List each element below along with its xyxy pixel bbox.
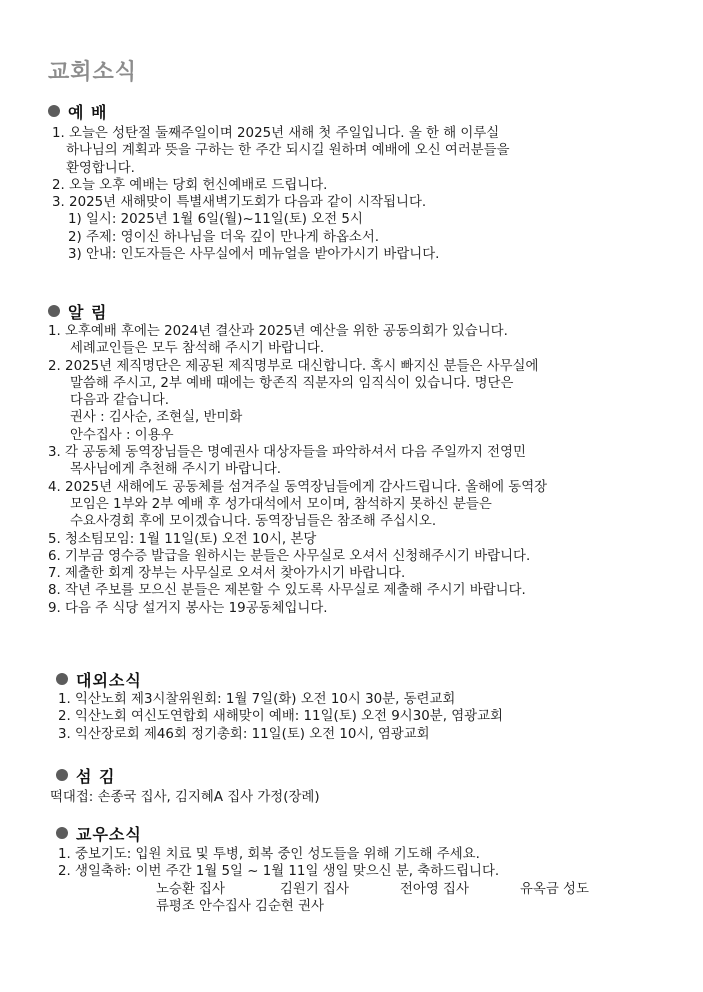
- list-item: 1. 익산노회 제3시찰위원회: 1월 7일(화) 오전 10시 30분, 동련교회: [58, 692, 456, 707]
- notices-list: [48, 323, 547, 617]
- list-item-cont: 목사님에게 추천해 주시기 바랍니다.: [70, 462, 282, 478]
- service-header: [56, 763, 696, 787]
- members-header: [56, 821, 696, 845]
- service-text: 떡대접: 손종국 집사, 김지혜A 집사 가정(장례): [50, 790, 320, 805]
- members-list: [58, 846, 589, 915]
- service-section: [50, 763, 696, 805]
- list-item: 3. 2025년 새해맞이 특별새벽기도회가 다음과 같이 시작됩니다.: [52, 195, 427, 211]
- list-item-cont: 하나님의 계획과 뜻을 구하는 한 주간 되시길 원하며 예배에 오신 여러분들을: [66, 143, 510, 159]
- list-item: 6. 기부금 영수증 발급을 원하시는 분들은 사무실로 오셔서 신청해주시기 바랍니다.: [48, 548, 531, 564]
- notices-title: 알 림: [68, 302, 108, 322]
- birthday-names-row: [58, 881, 589, 898]
- birthday-names-row: 류평조 안수집사 김순현 권사: [156, 898, 324, 914]
- bullet-icon: [56, 827, 68, 839]
- page-title: 교회소식: [48, 60, 138, 85]
- list-item: 9. 다음 주 식당 설거지 봉사는 19공동체입니다.: [48, 600, 328, 616]
- worship-section: [48, 99, 688, 263]
- list-item: 4. 2025년 새해에도 공동체를 섬겨주실 동역장님들에게 감사드립니다. 올해에 동역장: [48, 479, 548, 495]
- list-item: 2. 오늘 오후 예배는 당회 헌신예배로 드립니다.: [52, 177, 328, 193]
- external-list: [58, 691, 503, 743]
- list-item: 8. 작년 주보를 모으신 분들은 제본할 수 있도록 사무실로 제출해 주시기 바랍니다.: [48, 583, 526, 599]
- bullet-icon: [56, 769, 68, 781]
- list-item: 1. 오늘은 성탄절 둘째주일이며 2025년 새해 첫 주일입니다. 올 한 해 이루실: [52, 126, 500, 141]
- notices-section: [48, 299, 688, 616]
- external-header: [56, 667, 696, 691]
- external-section: [56, 667, 696, 742]
- bullet-icon: [48, 305, 60, 317]
- worship-list: [52, 125, 510, 263]
- list-item: 3. 익산장로회 제46회 정기총회: 11일(토) 오전 10시, 염광교회: [58, 726, 430, 742]
- birthday-name: 김원기 집사: [280, 881, 349, 897]
- list-item: 3. 각 공동체 동역장님들은 명예권사 대상자들을 파악하셔서 다음 주일까지 전영민: [48, 445, 526, 461]
- list-item: 7. 제출한 회계 장부는 사무실로 오셔서 찾아가시기 바랍니다.: [48, 566, 406, 582]
- list-item-cont: 환영합니다.: [66, 160, 135, 176]
- sub-item: 3) 안내: 인도자들은 사무실에서 메뉴얼을 받아가시기 바랍니다.: [68, 247, 440, 263]
- list-item-cont: 안수집사 : 이용우: [70, 427, 174, 443]
- notices-header: [48, 299, 688, 323]
- birthday-name: 유옥금 성도: [520, 881, 589, 897]
- bullet-icon: [48, 105, 60, 117]
- sub-item: 2) 주제: 영이신 하나님을 더욱 깊이 만나게 하옵소서.: [68, 229, 380, 245]
- list-item-cont: 권사 : 김사순, 조현실, 반미화: [70, 410, 243, 426]
- external-title: 대외소식: [76, 670, 142, 690]
- list-item-cont: 다음과 같습니다.: [70, 393, 170, 409]
- list-item-cont: 세례교인들은 모두 참석해 주시기 바랍니다.: [70, 341, 325, 357]
- list-item: 2. 2025년 제직명단은 제공된 제직명부로 대신합니다. 혹시 빠지신 분들은 사무실에: [48, 358, 539, 374]
- list-item-cont: 수요사경회 후에 모이겠습니다. 동역장님들은 참조해 주십시오.: [70, 514, 437, 530]
- worship-header: [48, 99, 688, 123]
- members-section: [56, 821, 696, 914]
- list-item-cont: 모임은 1부와 2부 예배 후 성가대석에서 모이며, 참석하지 못하신 분들은: [70, 496, 492, 512]
- service-title: 섬 김: [76, 766, 116, 786]
- list-item: 5. 청소팀모임: 1월 11일(토) 오전 10시, 본당: [48, 531, 317, 547]
- birthday-name: 노승환 집사: [156, 881, 225, 897]
- list-item: 1. 오후예배 후에는 2024년 결산과 2025년 예산을 위한 공동의회가 있습니다.: [48, 324, 508, 339]
- sub-item: 1) 일시: 2025년 1월 6일(월)~11일(토) 오전 5시: [68, 212, 363, 228]
- worship-title: 예 배: [68, 102, 108, 122]
- members-title: 교우소식: [76, 824, 142, 844]
- birthday-name: 전아영 집사: [400, 881, 469, 897]
- prayer-item: 1. 중보기도: 입원 치료 및 투병, 회복 중인 성도들을 위해 기도해 주세요.: [58, 847, 480, 862]
- list-item: 2. 익산노회 여신도연합회 새해맞이 예배: 11일(토) 오전 9시30분, 염광교회: [58, 709, 503, 725]
- bullet-icon: [56, 673, 68, 685]
- list-item-cont: 말씀해 주시고, 2부 예배 때에는 항존직 직분자의 임직식이 있습니다. 명단은: [70, 375, 514, 391]
- birthday-item: 2. 생일축하: 이번 주간 1월 5일 ~ 1월 11일 생일 맞으신 분, 축하드립니다.: [58, 864, 500, 880]
